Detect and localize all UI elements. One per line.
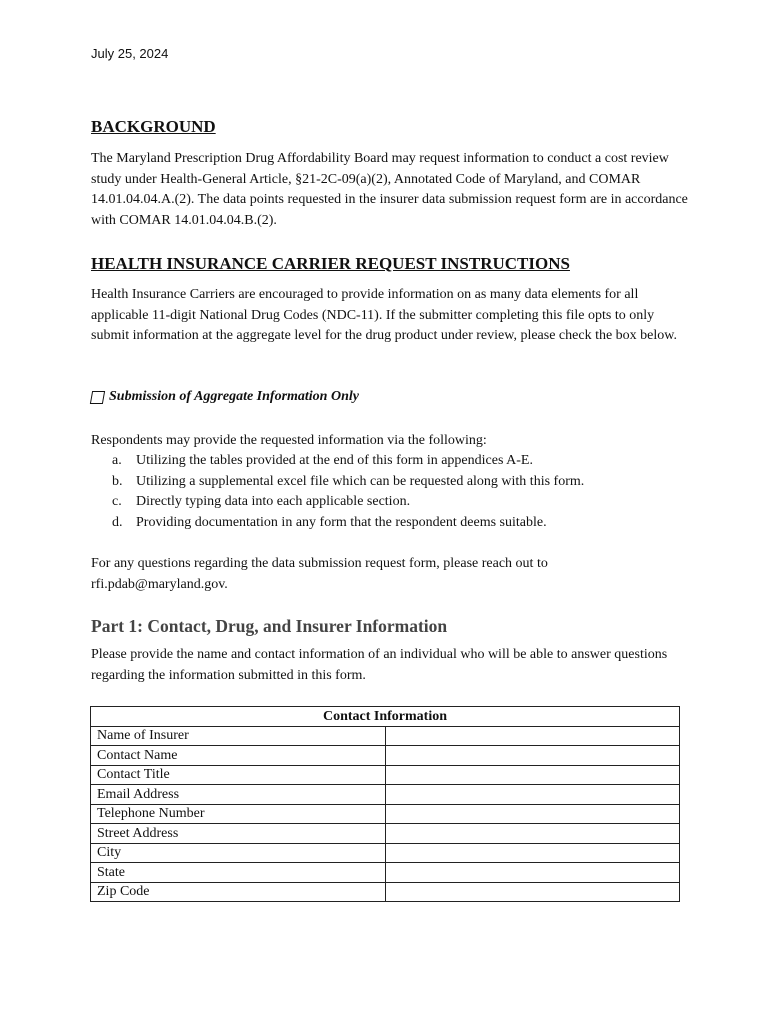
row-label: Email Address: [91, 785, 386, 805]
table-row: [91, 726, 680, 746]
row-label: Contact Title: [91, 765, 386, 785]
list-item-text: Directly typing data into each applicable section.: [136, 494, 411, 510]
table-row: [91, 882, 680, 902]
list-item: [112, 451, 584, 472]
contact-title-field[interactable]: [386, 765, 680, 785]
contact-information-table: [90, 706, 680, 902]
instructions-text: Health Insurance Carriers are encouraged to provide information on as many data elements for all applicable 11-digit National Drug Codes (NDC-11). If the submitter completing this file opts to only submit information at the aggregate level for the drug product under review, please check the box below.: [91, 287, 677, 343]
aggregate-only-option[interactable]: [91, 389, 359, 405]
instructions-heading: HEALTH INSURANCE CARRIER REQUEST INSTRUCTIONS: [91, 254, 570, 273]
row-label: City: [91, 843, 386, 863]
list-item-text: Utilizing a supplemental excel file which can be requested along with this form.: [136, 473, 585, 489]
background-text: The Maryland Prescription Drug Affordability Board may request information to conduct a cost review study under Health-General Article, §21-2C-09(a)(2), Annotated Code of Maryland, and COMAR 14.01.04.04.A.(2). The data points requested in the insurer data submission request form are in accordance with COMAR 14.01.04.04.B.(2).: [91, 151, 688, 228]
row-label: Contact Name: [91, 746, 386, 766]
respondents-intro: Respondents may provide the requested information via the following:: [91, 433, 487, 448]
questions-text: For any questions regarding the data submission request form, please reach out to rfi.pdab@maryland.gov.: [91, 556, 548, 592]
table-row: [91, 863, 680, 883]
aggregate-only-label: Submission of Aggregate Information Only: [109, 389, 359, 404]
row-label: State: [91, 863, 386, 883]
list-item: [112, 513, 584, 534]
part1-text: Please provide the name and contact information of an individual who will be able to answer questions regarding the information submitted in this form.: [91, 647, 668, 683]
row-label: Telephone Number: [91, 804, 386, 824]
table-row: [91, 824, 680, 844]
list-marker: c.: [112, 494, 122, 510]
state-field[interactable]: [386, 863, 680, 883]
list-item: [112, 472, 584, 493]
list-marker: a.: [112, 453, 122, 468]
list-item-text: Providing documentation in any form that the respondent deems suitable.: [136, 514, 547, 530]
submission-options-list: [112, 451, 584, 533]
table-row: [91, 843, 680, 863]
table-row: [91, 785, 680, 805]
list-marker: d.: [112, 514, 123, 530]
list-marker: b.: [112, 473, 123, 489]
street-address-field[interactable]: [386, 824, 680, 844]
checkbox-icon[interactable]: [90, 391, 105, 404]
zip-code-field[interactable]: [386, 882, 680, 902]
document-date: July 25, 2024: [91, 46, 169, 61]
background-heading: BACKGROUND: [91, 117, 216, 136]
table-row: [91, 804, 680, 824]
contact-name-field[interactable]: [386, 746, 680, 766]
city-field[interactable]: [386, 843, 680, 863]
telephone-number-field[interactable]: [386, 804, 680, 824]
email-address-field[interactable]: [386, 785, 680, 805]
list-item-text: Utilizing the tables provided at the end of this form in appendices A-E.: [136, 453, 533, 468]
name-of-insurer-field[interactable]: [386, 726, 680, 746]
row-label: Street Address: [91, 824, 386, 844]
table-header: Contact Information: [91, 707, 680, 727]
table-row: [91, 765, 680, 785]
table-header-row: [91, 707, 680, 727]
table-row: [91, 746, 680, 766]
row-label: Zip Code: [91, 882, 386, 902]
row-label: Name of Insurer: [91, 726, 386, 746]
list-item: [112, 492, 584, 513]
part1-title: Part 1: Contact, Drug, and Insurer Information: [91, 616, 448, 636]
